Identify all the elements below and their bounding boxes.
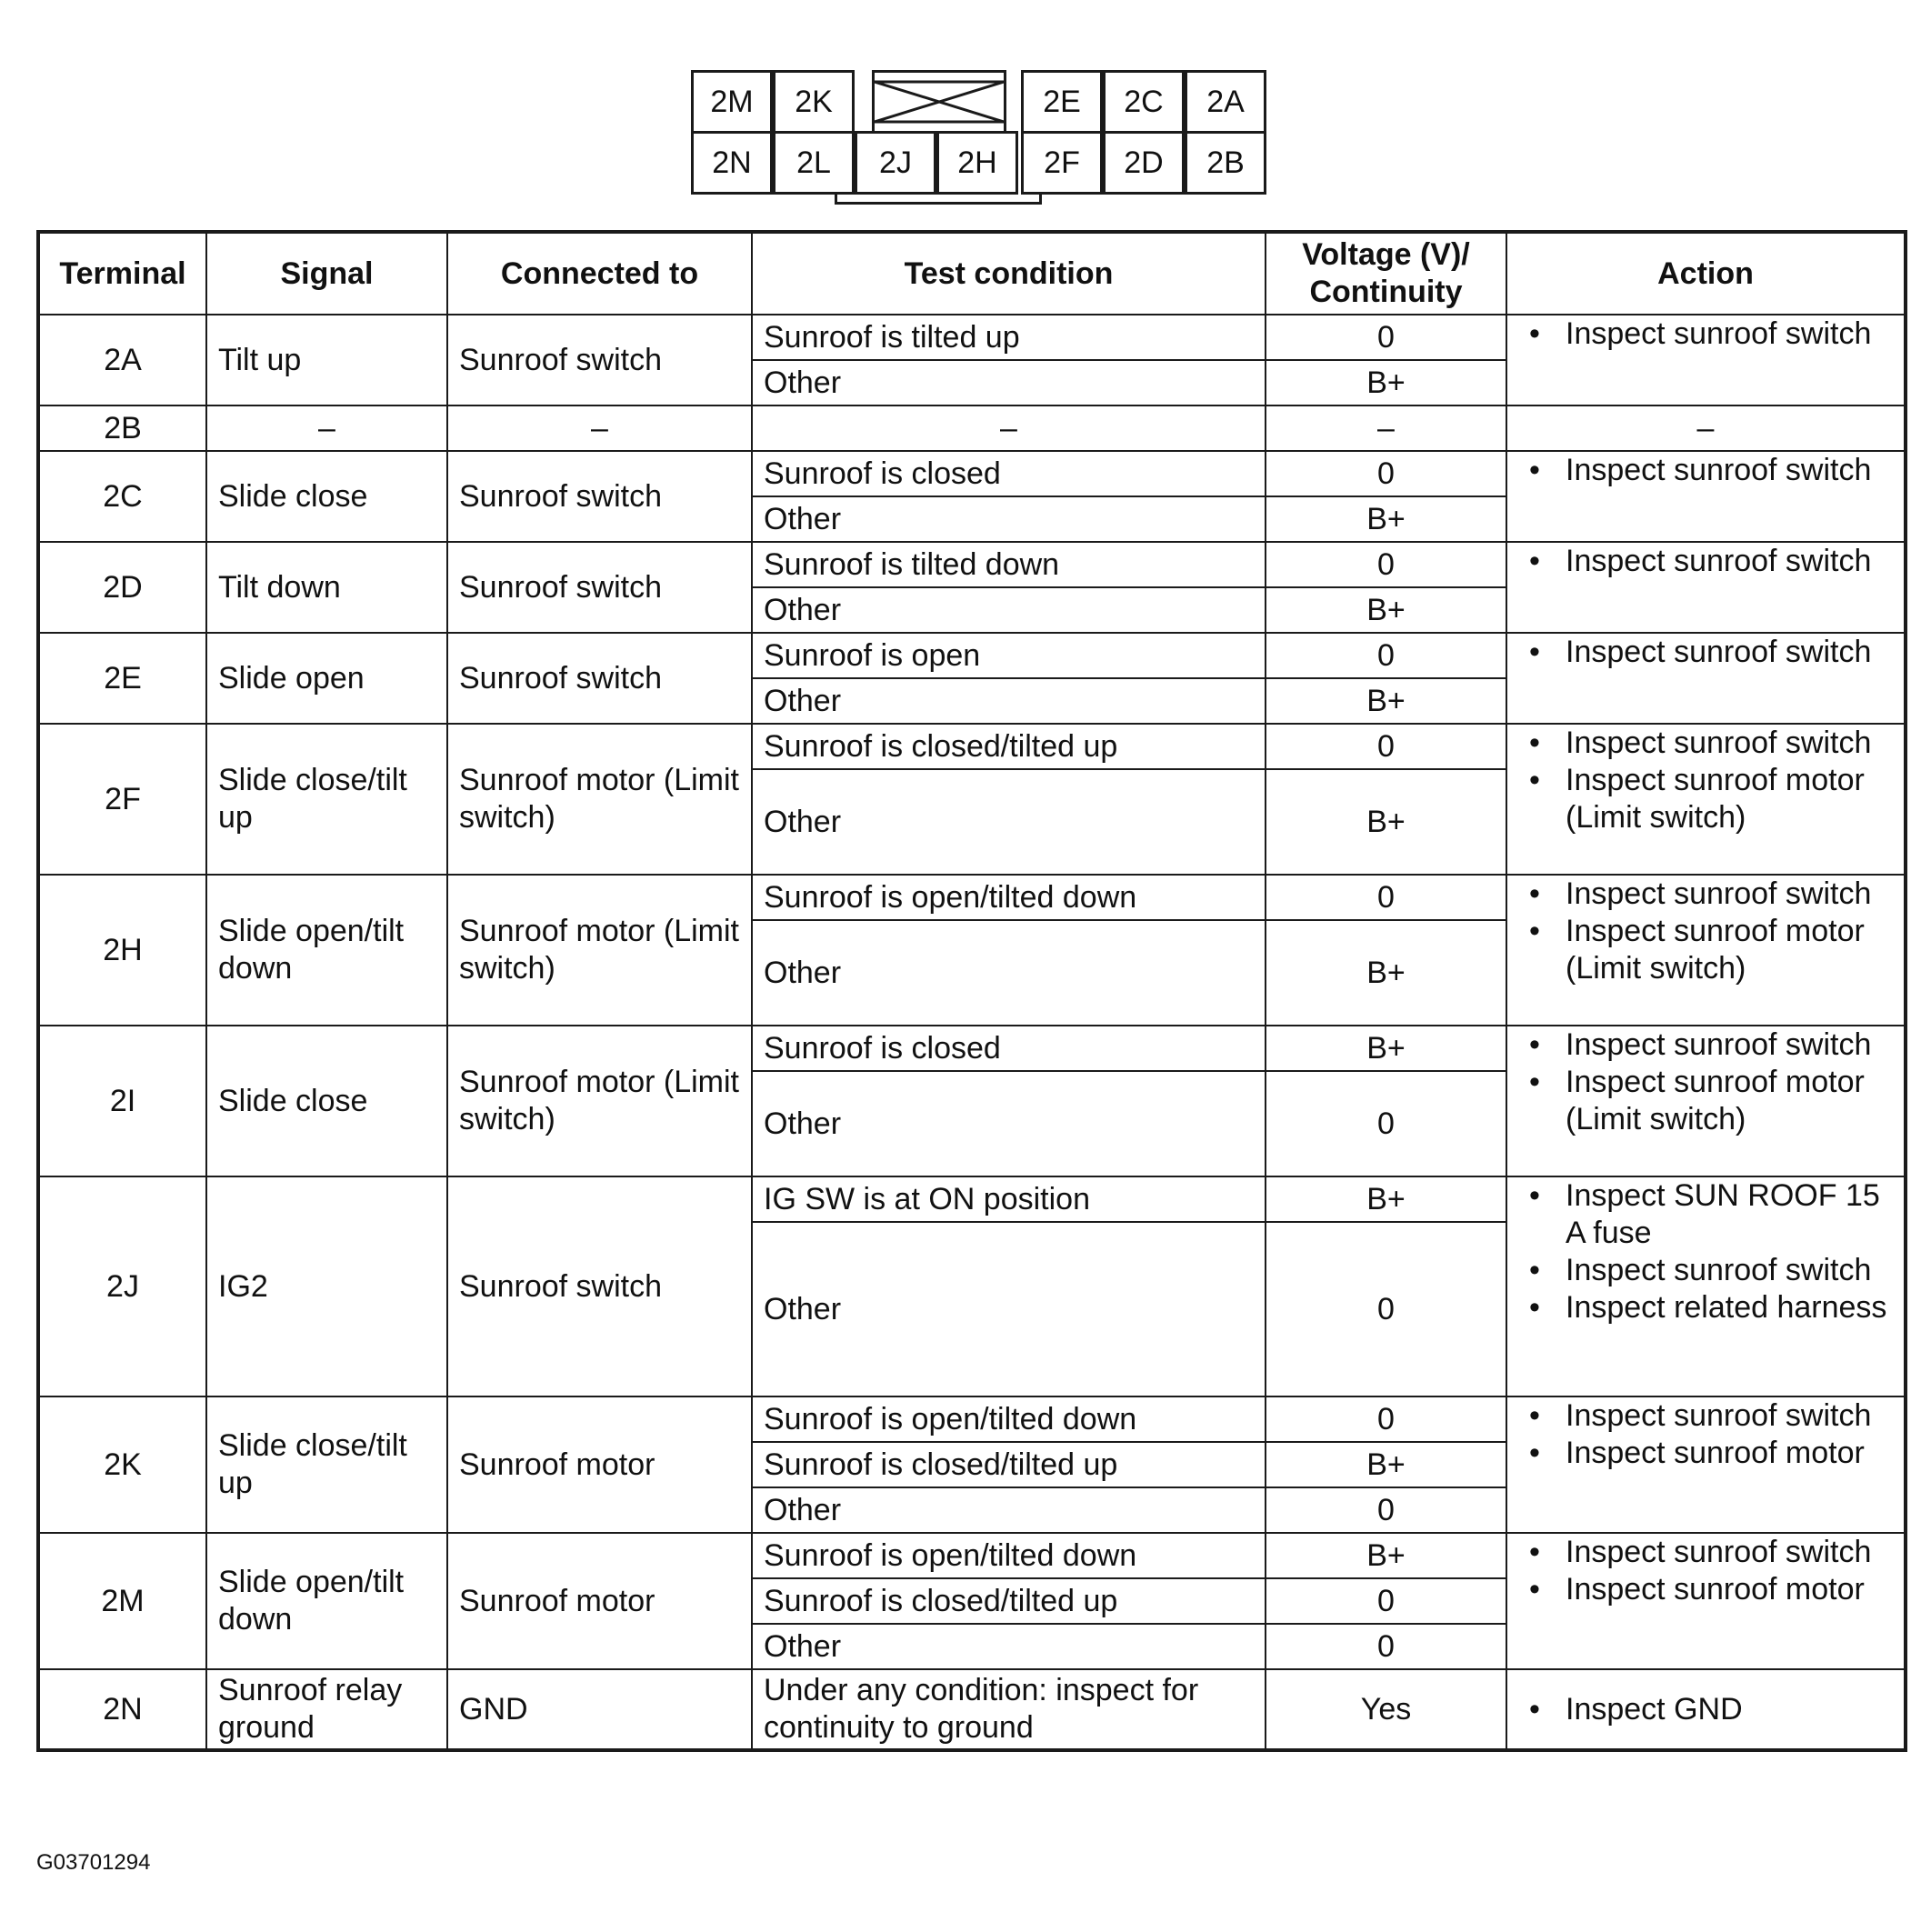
connected-to-cell: Sunroof switch: [447, 315, 752, 405]
action-cell: [1506, 315, 1906, 405]
table-row: [38, 875, 1906, 920]
cross-mark-icon: [875, 73, 1004, 131]
action-item: • Inspect sunroof switch: [1518, 1534, 1893, 1571]
action-item: • Inspect sunroof switch: [1518, 634, 1893, 671]
terminal-cell: 2E: [38, 633, 206, 724]
connector-diagram: [0, 0, 1931, 218]
header-voltage-line1: Voltage (V)/: [1302, 237, 1470, 273]
voltage-cell: B+: [1266, 920, 1506, 1026]
terminal-cell: 2J: [38, 1176, 206, 1396]
terminal-inspection-table: [36, 230, 1907, 1752]
test-condition-cell: Other: [752, 587, 1266, 633]
connected-to-cell: –: [447, 405, 752, 451]
test-condition-cell: Under any condition: inspect for continuity to ground: [752, 1669, 1266, 1750]
header-action: Action: [1506, 232, 1906, 315]
action-list: [1518, 876, 1893, 987]
connector-pin: 2B: [1185, 131, 1266, 195]
test-condition-cell: IG SW is at ON position: [752, 1176, 1266, 1222]
action-list: [1518, 725, 1893, 836]
connector-pin: 2A: [1185, 70, 1266, 134]
test-condition-cell: Sunroof is closed/tilted up: [752, 1578, 1266, 1624]
table-row: [38, 1396, 1906, 1442]
table-row: [38, 405, 1906, 451]
connector-key: [835, 192, 1042, 205]
test-condition-cell: Sunroof is open/tilted down: [752, 1396, 1266, 1442]
action-item: • Inspect sunroof switch: [1518, 1026, 1893, 1064]
test-condition-cell: Other: [752, 1487, 1266, 1533]
test-condition-cell: Sunroof is open: [752, 633, 1266, 678]
voltage-cell: 0: [1266, 315, 1506, 360]
signal-cell: Slide close: [206, 451, 447, 542]
voltage-cell: B+: [1266, 769, 1506, 875]
test-condition-cell: Sunroof is closed: [752, 1026, 1266, 1071]
signal-cell: Slide close/tilt up: [206, 1396, 447, 1533]
connected-to-cell: Sunroof motor: [447, 1533, 752, 1669]
table-header-row: [38, 232, 1906, 315]
voltage-cell: B+: [1266, 1442, 1506, 1487]
action-cell: [1506, 1396, 1906, 1533]
voltage-cell: 0: [1266, 1071, 1506, 1176]
connector-pin: 2N: [691, 131, 773, 195]
signal-cell: Sunroof relay ground: [206, 1669, 447, 1750]
terminal-cell: 2B: [38, 405, 206, 451]
terminal-cell: 2N: [38, 1669, 206, 1750]
terminal-cell: 2M: [38, 1533, 206, 1669]
terminal-cell: 2D: [38, 542, 206, 633]
test-condition-cell: Sunroof is closed/tilted up: [752, 724, 1266, 769]
voltage-cell: B+: [1266, 587, 1506, 633]
action-cell: [1506, 1176, 1906, 1396]
table-row: [38, 1176, 1906, 1222]
header-voltage-line2: Continuity: [1309, 275, 1463, 309]
voltage-cell: 0: [1266, 724, 1506, 769]
action-item: • Inspect sunroof motor (Limit switch): [1518, 913, 1893, 987]
test-condition-cell: Other: [752, 769, 1266, 875]
connected-to-cell: Sunroof switch: [447, 633, 752, 724]
voltage-cell: 0: [1266, 542, 1506, 587]
voltage-cell: Yes: [1266, 1669, 1506, 1750]
figure-id: G03701294: [36, 1850, 151, 1875]
signal-cell: Tilt down: [206, 542, 447, 633]
connector-pin: 2H: [936, 131, 1018, 195]
action-item: • Inspect sunroof motor: [1518, 1435, 1893, 1472]
header-test-condition: Test condition: [752, 232, 1266, 315]
connected-to-cell: Sunroof motor (Limit switch): [447, 724, 752, 875]
test-condition-cell: Sunroof is closed/tilted up: [752, 1442, 1266, 1487]
table-row: [38, 1669, 1906, 1750]
voltage-cell: 0: [1266, 875, 1506, 920]
terminal-cell: 2A: [38, 315, 206, 405]
connected-to-cell: Sunroof motor (Limit switch): [447, 875, 752, 1026]
voltage-cell: B+: [1266, 678, 1506, 724]
action-item: • Inspect sunroof switch: [1518, 315, 1893, 353]
voltage-cell: 0: [1266, 1396, 1506, 1442]
terminal-cell: 2K: [38, 1396, 206, 1533]
action-cell: [1506, 1669, 1906, 1750]
signal-cell: Tilt up: [206, 315, 447, 405]
test-condition-cell: Other: [752, 1071, 1266, 1176]
table-row: [38, 315, 1906, 360]
header-terminal: Terminal: [38, 232, 206, 315]
voltage-cell: 0: [1266, 1578, 1506, 1624]
table-row: [38, 451, 1906, 496]
table-row: [38, 633, 1906, 678]
connected-to-cell: Sunroof motor: [447, 1396, 752, 1533]
voltage-cell: 0: [1266, 1487, 1506, 1533]
action-cell: [1506, 633, 1906, 724]
action-list: [1518, 1691, 1893, 1728]
action-cell: –: [1506, 405, 1906, 451]
signal-cell: Slide open: [206, 633, 447, 724]
connector-pin: 2J: [855, 131, 936, 195]
action-list: [1518, 1534, 1893, 1608]
table-row: [38, 1533, 1906, 1578]
signal-cell: Slide close/tilt up: [206, 724, 447, 875]
action-cell: [1506, 875, 1906, 1026]
action-item: • Inspect sunroof switch: [1518, 876, 1893, 913]
header-signal: Signal: [206, 232, 447, 315]
voltage-cell: 0: [1266, 633, 1506, 678]
signal-cell: Slide close: [206, 1026, 447, 1176]
connected-to-cell: Sunroof switch: [447, 451, 752, 542]
action-list: [1518, 315, 1893, 353]
header-connected-to: Connected to: [447, 232, 752, 315]
action-list: [1518, 634, 1893, 671]
header-voltage: [1266, 232, 1506, 315]
test-condition-cell: Sunroof is open/tilted down: [752, 875, 1266, 920]
unused-pin-cavity: [872, 70, 1006, 134]
test-condition-cell: Other: [752, 496, 1266, 542]
test-condition-cell: Other: [752, 678, 1266, 724]
voltage-cell: B+: [1266, 1026, 1506, 1071]
test-condition-cell: –: [752, 405, 1266, 451]
voltage-cell: B+: [1266, 1176, 1506, 1222]
connector-pin: 2F: [1021, 131, 1103, 195]
action-list: [1518, 543, 1893, 580]
action-item: • Inspect sunroof motor (Limit switch): [1518, 1064, 1893, 1138]
action-cell: [1506, 451, 1906, 542]
voltage-cell: 0: [1266, 1624, 1506, 1669]
connected-to-cell: GND: [447, 1669, 752, 1750]
voltage-cell: 0: [1266, 1222, 1506, 1396]
action-cell: [1506, 1533, 1906, 1669]
connected-to-cell: Sunroof motor (Limit switch): [447, 1026, 752, 1176]
test-condition-cell: Sunroof is closed: [752, 451, 1266, 496]
test-condition-cell: Other: [752, 1624, 1266, 1669]
action-list: [1518, 1026, 1893, 1138]
action-item: • Inspect sunroof switch: [1518, 1252, 1893, 1289]
action-item: • Inspect sunroof switch: [1518, 725, 1893, 762]
action-cell: [1506, 542, 1906, 633]
action-list: [1518, 1177, 1893, 1326]
connector-pin: 2C: [1103, 70, 1185, 134]
signal-cell: Slide open/tilt down: [206, 1533, 447, 1669]
action-list: [1518, 452, 1893, 489]
connector-pin: 2L: [773, 131, 855, 195]
connected-to-cell: Sunroof switch: [447, 542, 752, 633]
action-item: • Inspect sunroof motor: [1518, 1571, 1893, 1608]
terminal-cell: 2F: [38, 724, 206, 875]
table-row: [38, 724, 1906, 769]
test-condition-cell: Sunroof is tilted down: [752, 542, 1266, 587]
action-list: [1518, 1397, 1893, 1472]
table-row: [38, 1026, 1906, 1071]
voltage-cell: –: [1266, 405, 1506, 451]
signal-cell: Slide open/tilt down: [206, 875, 447, 1026]
action-item: • Inspect sunroof motor (Limit switch): [1518, 762, 1893, 836]
connector-pin: 2K: [773, 70, 855, 134]
voltage-cell: B+: [1266, 496, 1506, 542]
terminal-cell: 2C: [38, 451, 206, 542]
voltage-cell: 0: [1266, 451, 1506, 496]
table-row: [38, 542, 1906, 587]
terminal-cell: 2I: [38, 1026, 206, 1176]
signal-cell: –: [206, 405, 447, 451]
terminal-cell: 2H: [38, 875, 206, 1026]
action-item: • Inspect sunroof switch: [1518, 1397, 1893, 1435]
test-condition-cell: Other: [752, 920, 1266, 1026]
action-item: • Inspect GND: [1518, 1691, 1893, 1728]
action-item: • Inspect SUN ROOF 15 A fuse: [1518, 1177, 1893, 1252]
connector-pin: 2D: [1103, 131, 1185, 195]
test-condition-cell: Other: [752, 1222, 1266, 1396]
action-cell: [1506, 724, 1906, 875]
test-condition-cell: Sunroof is open/tilted down: [752, 1533, 1266, 1578]
action-cell: [1506, 1026, 1906, 1176]
voltage-cell: B+: [1266, 360, 1506, 405]
connected-to-cell: Sunroof switch: [447, 1176, 752, 1396]
test-condition-cell: Sunroof is tilted up: [752, 315, 1266, 360]
signal-cell: IG2: [206, 1176, 447, 1396]
action-item: • Inspect related harness: [1518, 1289, 1893, 1326]
connector-pin: 2M: [691, 70, 773, 134]
connector-pin: 2E: [1021, 70, 1103, 134]
action-item: • Inspect sunroof switch: [1518, 452, 1893, 489]
voltage-cell: B+: [1266, 1533, 1506, 1578]
test-condition-cell: Other: [752, 360, 1266, 405]
action-item: • Inspect sunroof switch: [1518, 543, 1893, 580]
